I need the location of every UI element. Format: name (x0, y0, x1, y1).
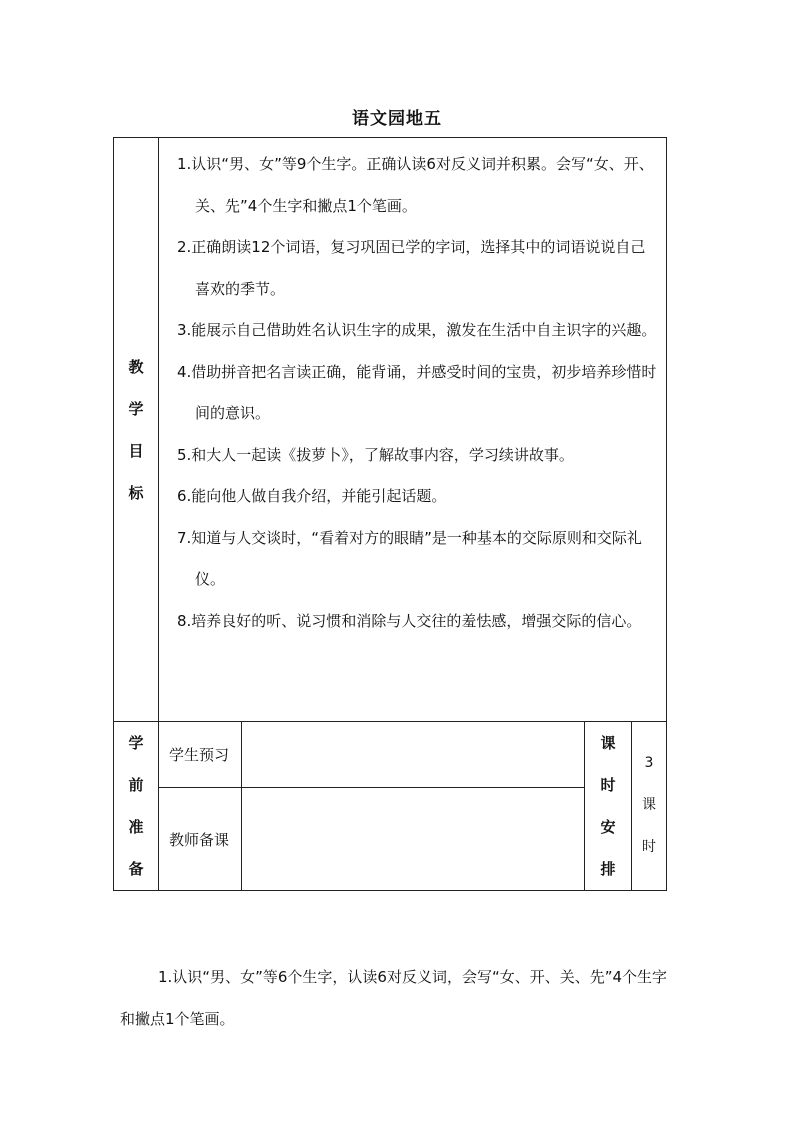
objective-item: 8.培养良好的听、说习惯和消除与人交往的羞怯感，增强交际的信心。 (177, 611, 642, 630)
lesson-plan-table (113, 137, 667, 891)
teacher-prep-label: 教师备课 (159, 788, 242, 891)
student-preview-value (242, 722, 585, 788)
objective-item: 3.能展示自己借助姓名认识生字的成果，激发在生活中自主识字的兴趣。 (177, 321, 657, 339)
student-preview-label: 学生预习 (159, 722, 242, 788)
body-paragraph: 1.认识“男、女”等6个生字，认读6对反义词，会写“女、开、关、先”4个生字和撇点1个笔画。 (120, 968, 668, 1028)
objective-item: 1.认识“男、女”等9个生字。正确认读6对反义词并积累。会写“女、开、关、先”4个生字和撇点1个笔画。 (177, 155, 654, 215)
objective-item: 7.知道与人交谈时，“看着对方的眼睛”是一种基本的交际原则和交际礼仪。 (177, 528, 642, 588)
teacher-prep-value (242, 788, 585, 891)
objectives-label: 教 学 目 标 (114, 138, 159, 722)
schedule-value: 3 课 时 (632, 722, 667, 891)
page-title: 语文园地五 (352, 109, 442, 129)
preparation-label: 学 前 准 备 (114, 722, 159, 891)
objective-item: 2.正确朗读12个词语，复习巩固已学的字词，选择其中的词语说说自己喜欢的季节。 (177, 238, 646, 298)
objective-item: 6.能向他人做自我介绍，并能引起话题。 (177, 487, 447, 505)
objectives-list (159, 138, 667, 722)
objective-item: 5.和大人一起读《拔萝卜》，了解故事内容，学习续讲故事。 (177, 445, 574, 464)
objective-item: 4.借助拼音把名言读正确，能背诵，并感受时间的宝贵，初步培养珍惜时间的意识。 (177, 362, 657, 422)
schedule-label: 课 时 安 排 (585, 722, 632, 891)
